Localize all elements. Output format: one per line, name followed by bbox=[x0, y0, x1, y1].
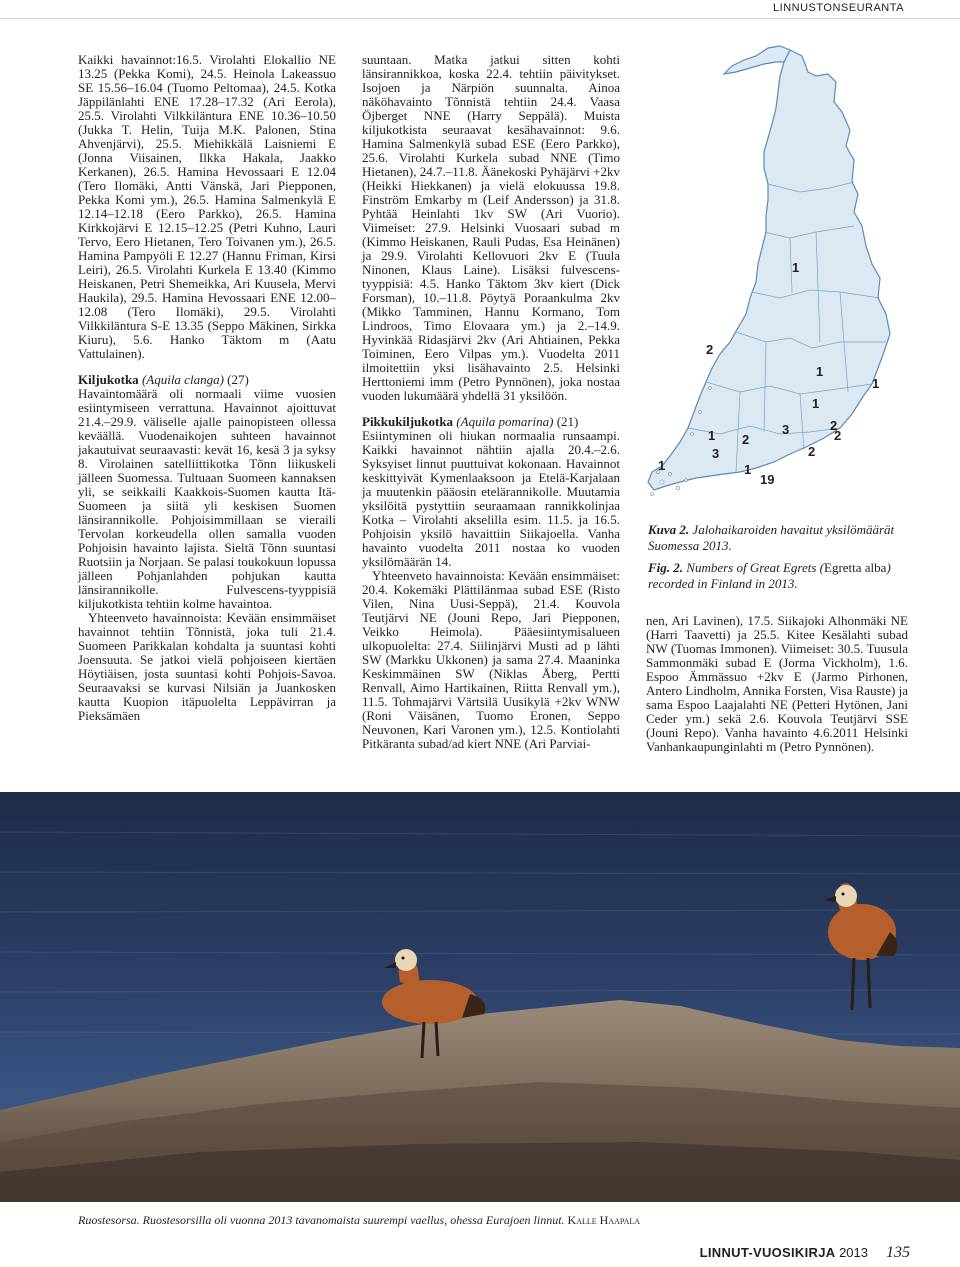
section-header: LINNUSTONSEURANTA bbox=[773, 2, 904, 14]
caption-finnish bbox=[648, 522, 910, 554]
publication-title bbox=[700, 1245, 868, 1260]
ruddy-shelduck-photo bbox=[0, 792, 960, 1202]
photo-caption bbox=[78, 1213, 640, 1228]
caption-fi-text: Jalohaikaroiden havaitut yksilömäärät Suomessa 2013. bbox=[648, 522, 895, 553]
pikkukiljukotka-summary: Yhteenveto havainnoista: Kevään ensimmäiset: 20.4. Kokemäki Plättilänmaa subad ESE (Risto Vilen, Nina Uusi-Seppä), 21.4. Kouvola Teutjärvi NE (Jouni Repo, Jari Piepponen, Veikko Heimola). Pääesiintymisalueen ulkopuolelta: 27.4. Siilinjärvi Musti ad p lähti SW (Markku Ukkonen) ja sama 27.4. Maaninka Keskimmäinen SW (Niklas Åberg, Pertti Renvall, Aimo Hartikainen, Riitta Renvall ym.), 11.5. Tohmajärvi Värtsilä Uusikylä +2kv WNW (Roni Väisänen, Tuomo Eronen, Seppo Neuvonen, Kari Varonen ym.), 12.5. Kontiolahti Pitkäranta subad/ad kiert NNE (Ari Parviai- bbox=[362, 568, 620, 751]
publication-year: 2013 bbox=[839, 1245, 868, 1260]
pikkukiljukotka-continuation: nen, Ari Lavinen), 17.5. Siikajoki Alhonmäki NE (Harri Taavetti) ja 25.5. Kitee Kesälahti subad NW (Tuomas Immonen). Viimeiset: 30.5. Tuusula Sammonmäki subad E (Jorma Vickholm), 1.6. Espoo Ämmässuo +2kv E (Jarmo Pirhonen, Antero Lindholm, Annika Forsten, Visa Rauste) ja sama Espoo Laajalahti NE (Petteri Hytönen, Jani Ceder ym.) sekä 2.6. Kouvola Teutjärvi SSE (Jouni Repo). Vanha havainto 4.6.2011 Helsinki Vanhankaupunginlahti m (Petro Pynnönen). bbox=[646, 613, 908, 754]
caption-en-text-end: ) recorded in Finland in 2013. bbox=[648, 560, 891, 591]
map-count-label: 1 bbox=[658, 458, 666, 473]
caption-fi-label: Kuva 2. bbox=[648, 522, 690, 537]
map-count-label: 2 bbox=[834, 428, 842, 443]
text-column-2 bbox=[362, 53, 620, 751]
kiljukotka-paragraph: Havaintomäärä oli normaali viime vuosien esiintymiseen verrattuna. Havainnot ajoittuvat 21.4.–29.9. väliselle ajalle painopisteen ollessa keväällä. Vuodenaikojen suhteen havainnot jakautuivat seuraavasti: kevät 16, kesä 3 ja syksy 8. Virolainen satelliittikotka Tõnn liikuskeli jälleen Suomessa. Tultuaan Suomeen kannaksen yli, se seikkaili Kaakkois-Suomen kautta Itä-Suomeen ja siitä yli keskisen Suomen länsirannikolle. Pohjoisimmillaan se vieraili Tervolan korkeudella ollen samalla vuoden Pohjoisin havainto lajista. Sieltä Tõnn suuntasi Ruotsiin ja Norjaan. Se palasi toukokuun lopussa jälleen Pohjanlahden pohjukan kautta länsirannikolle. Fulvescens-tyyppisiä kiljukotkista tehtiin kolme havaintoa. bbox=[78, 386, 336, 611]
pikkukiljukotka-heading bbox=[362, 415, 620, 429]
text-column-1 bbox=[78, 53, 336, 723]
map-count-label: 2 bbox=[808, 444, 816, 459]
species-name: Pikkukiljukotka bbox=[362, 414, 454, 429]
map-count-label: 1 bbox=[872, 376, 880, 391]
species-latin: (Aquila pomarina) bbox=[456, 414, 554, 429]
finland-outline bbox=[648, 50, 890, 490]
map-count-label: 3 bbox=[712, 446, 720, 461]
kiljukotka-heading bbox=[78, 373, 336, 387]
map-count-label: 1 bbox=[812, 396, 820, 411]
lapland-arm bbox=[724, 46, 790, 74]
kiljukotka-summary: Yhteenveto havainnoista: Kevään ensimmäiset havainnot tehtiin Tõnnistä, joka tuli 21.4. Suomeen Parikkalan kohdalta ja suuntasi kohti Joensuuta. Se jatkoi vielä pohjoiseen kiertäen Höytiäisen, josta suuntasi kohti Pohjois-Savoa. Seuraavaksi se kurvasi Nilsiän ja Juankosken kautta Kuopion itäpuolelta Leppävirran ja Pieksämäen bbox=[78, 610, 336, 723]
species-name: Kiljukotka bbox=[78, 372, 139, 387]
map-count-label: 3 bbox=[782, 422, 790, 437]
map-count-label: 2 bbox=[742, 432, 750, 447]
photo-caption-species: Ruostesorsa. bbox=[78, 1213, 140, 1227]
photo-caption-text: Ruostesorsilla oli vuonna 2013 tavanomaista suurempi vaellus, ohessa Eurajoen linnut. bbox=[142, 1213, 565, 1227]
map-count-label: 2 bbox=[830, 418, 838, 433]
finland-map bbox=[640, 42, 902, 512]
caption-en-latin: Egretta alba bbox=[824, 560, 887, 575]
species-count: (27) bbox=[227, 372, 249, 387]
caption-en-text: Numbers of Great Egrets ( bbox=[686, 560, 824, 575]
caption-english bbox=[648, 560, 910, 592]
map-count-label: 1 bbox=[816, 364, 824, 379]
photo-credit: Kalle Haapala bbox=[567, 1213, 641, 1227]
page-footer bbox=[700, 1244, 910, 1262]
map-count-label: 2 bbox=[706, 342, 714, 357]
map-count-label: 19 bbox=[760, 472, 775, 487]
photo-image bbox=[0, 792, 960, 1202]
header-divider bbox=[0, 18, 960, 19]
text-column-3 bbox=[646, 614, 908, 754]
pikkukiljukotka-paragraph: Esiintyminen oli hiukan normaalia runsaampi. Kaikki havainnot nähtiin ajalla 20.4.–2.6. Syksyiset linnut puuttuivat kokonaan. Havainnot keskittyivät Kymenlaaksoon ja Etelä-Karjalaan ja muutenkin pääosin etelärannikolle. Muutamia yksilöitä pystyttiin seuraamaan rannikkolinjaa Kotka – Virolahti akselilla esim. 11.5. ja 16.5. Pohjoisin yksilö havaittiin Siikajoella. Vanha havainto vuodelta 2011 nostaa ko vuoden yksilömäärän 14. bbox=[362, 428, 620, 569]
species-latin: (Aquila clanga) bbox=[141, 372, 224, 387]
records-paragraph: Kaikki havainnot:16.5. Virolahti Elokallio NE 13.25 (Pekka Komi), 24.5. Heinola Lakeassuo SE 15.56–16.04 (Tuomo Peltomaa), 24.5. Kotka Jäppilänlahti ENE 17.28–17.32 (Ari Eerola), 25.5. Virolahti Vilkkiläntura ENE 10.36–10.50 (Jukka T. Helin, Tuija M.K. Palonen, Stina Ahvenjärvi), 25.5. Miehikkälä Laisniemi E (Jonna Viisainen, Ilkka Hakala, Jaakko Kerkanen), 26.5. Hamina Hevossaari E 12.04 (Tero Ilomäki, Antti Vänskä, Jari Piepponen, Pekka Komi ym.), 26.5. Hamina Salmenkylä E 12.14–12.18 (Eero Parkko), 26.5. Hamina Kirkkojärvi E 12.15–12.25 (Petri Kuhno, Lauri Tervo, Eero Hietanen, Tero Toivanen ym.), 26.5. Hamina Pampyöli E 12.27 (Hannu Friman, Kirsi Leiri), 26.5. Virolahti Kurkela E 13.40 (Kimmo Heiskanen, Petri Shemeikka, Ari Kuusela, Mervi Haukila), 29.5. Hamina Hevossaari ENE 12.00–12.08 (Tero Ilomäki), 29.5. Virolahti Vilkkiläntura S-E 13.35 (Seppo Mäkinen, Sirkka Kiuru), 5.6. Hanko Täktom m (Aatu Vattulainen). bbox=[78, 52, 336, 361]
figure-caption bbox=[648, 522, 910, 592]
page-number: 135 bbox=[886, 1244, 910, 1261]
caption-en-label: Fig. 2. bbox=[648, 560, 684, 575]
kiljukotka-continuation: suuntaan. Matka jatkui sitten kohti länsirannikkoa, koska 22.4. tehtiin päivitykset. Isojoen ja Närpiön suunnalta. Ainoa näköhavainto Tõnnistä tehtiin 24.4. Vaasa Öjberget NNE (Harry Seppälä). Muista kiljukotkista seuraavat kesähavainnot: 9.6. Hamina Salmenkylä subad ESE (Eero Parkko), 25.6. Virolahti Kurkela subad NNE (Timo Hietanen), 24.7.–11.8. Äänekoski Pyhäjärvi +2kv (Heikki Hiekkanen) ja vielä elokuussa 19.8. Finström Emkarby m (Leif Andersson) ja 31.8. Pyhtää Heinlahti 1kv SW (Ari Vuorio). Viimeiset: 27.9. Helsinki Vuosaari subad m (Kimmo Heiskanen, Rauli Pudas, Esa Heinänen) ja 29.9. Virolahti Kellovuori 2kv E (Tuula Ninonen, Klaus Laine). Lisäksi fulvescens-tyyppisiä: 4.5. Hanko Täktom 3kv kiert (Dick Forsman), 10.–11.8. Pöytyä Poraankulma 2kv (Mikko Tamminen, Hannu Kormano, Tom Lindroos, Timo Elovaara ym.) ja 2.–14.9. Hyvinkää Ridasjärvi 2kv (Ari Ahtiainen, Pekka Toiminen, Eero Vilpas ym.). Vuodelta 2011 ilmoitettiin yksi lisähavainto 2.5. Helsinki Herttoniemi imm (Petro Pynnönen), joka nostaa vuoden lukumäärä yhdellä 31 yksilöön. bbox=[362, 52, 620, 403]
species-count: (21) bbox=[556, 414, 579, 429]
publication-name: LINNUT-VUOSIKIRJA bbox=[699, 1245, 836, 1260]
finland-map-graphic bbox=[640, 42, 902, 512]
map-count-label: 1 bbox=[708, 428, 716, 443]
map-count-label: 1 bbox=[744, 462, 752, 477]
map-count-label: 1 bbox=[792, 260, 800, 275]
